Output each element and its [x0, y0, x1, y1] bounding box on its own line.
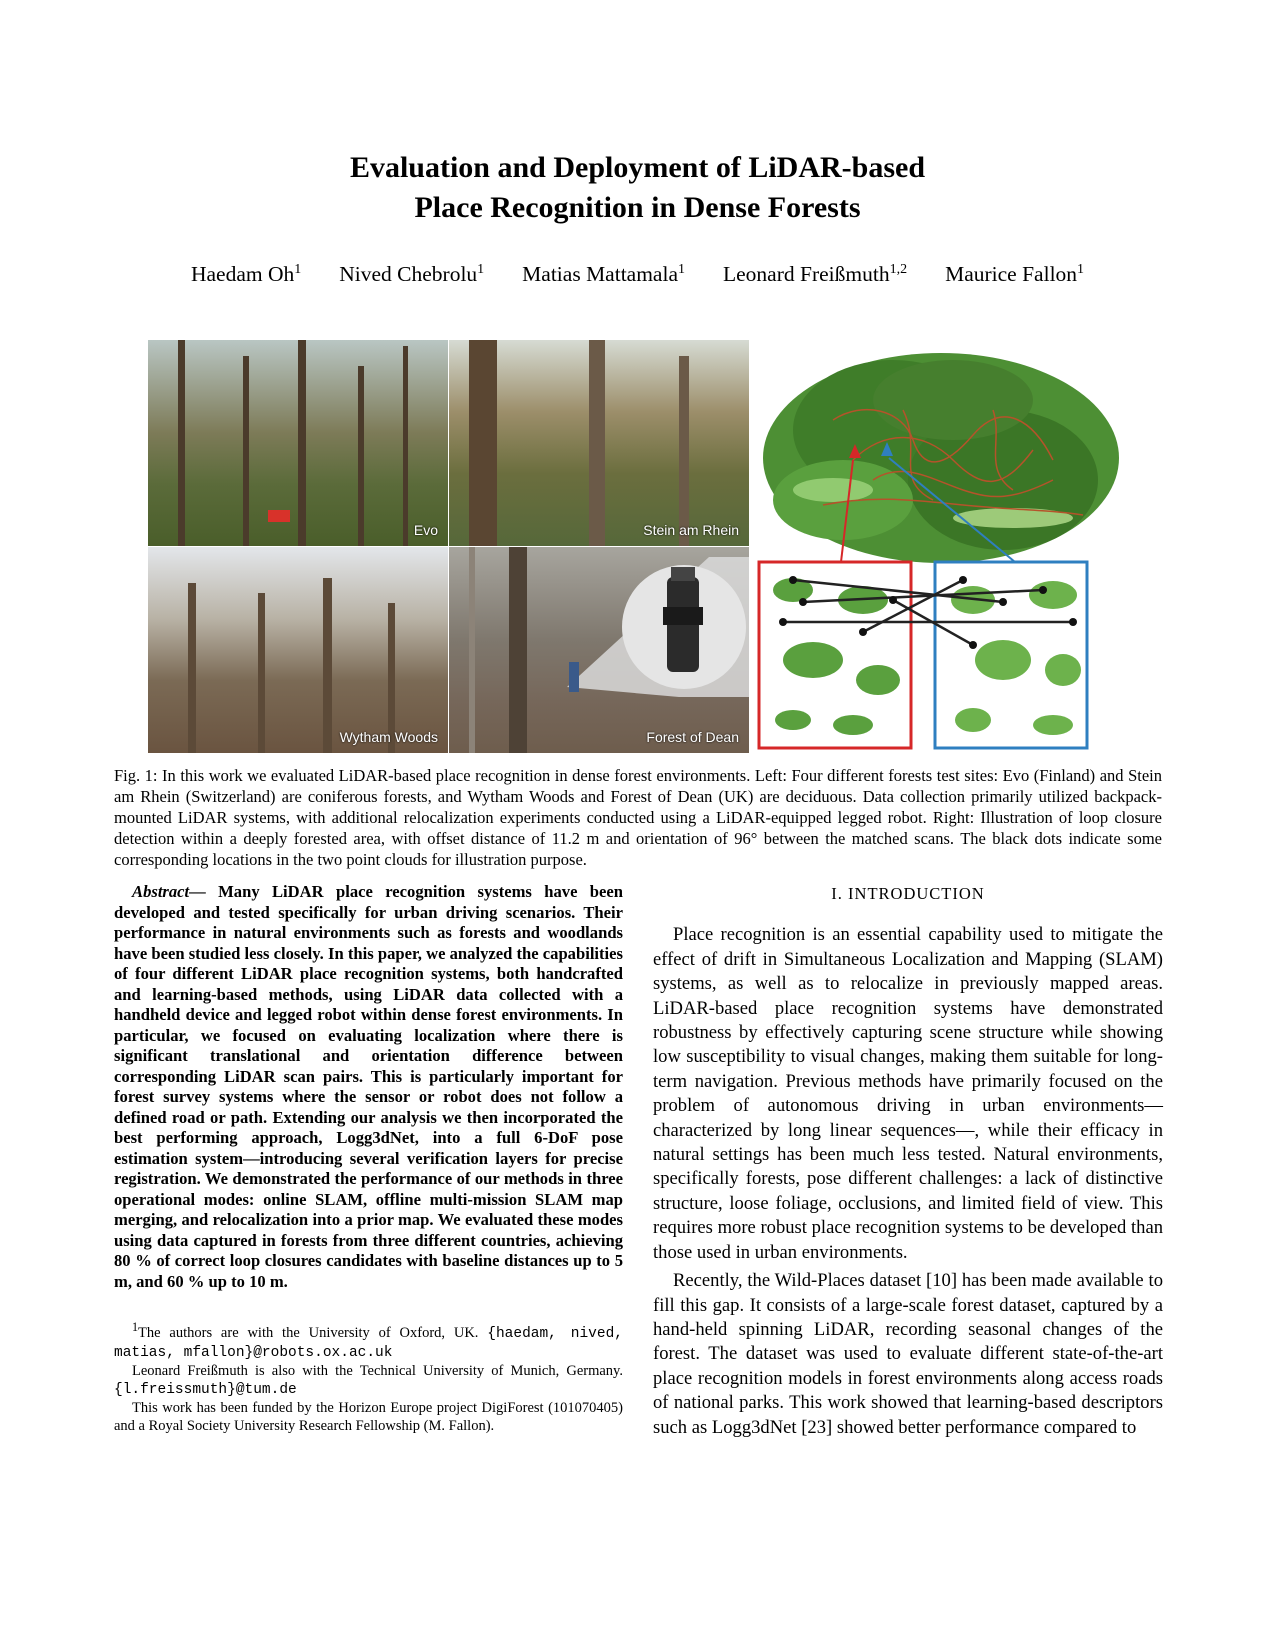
author: Nived Chebrolu$^1$	[339, 262, 485, 287]
photo-evo	[148, 340, 448, 546]
footnotes	[114, 1318, 623, 1435]
figure-1	[148, 340, 1124, 753]
footnote-tum: Leonard Freißmuth is also with the Technical University of Munich, Germany. {l.freissmuth}@tum.de	[114, 1362, 623, 1398]
author-list	[0, 262, 1275, 287]
title-line-2: Place Recognition in Dense Forests	[414, 191, 861, 224]
abstract-text: — Many LiDAR place recognition systems have been developed and tested specifically for urban driving scenarios. Their performance in natural environments such as forests and woodlands have been studied less closely. In this paper, we analyzed the capabilities of four different LiDAR place recognition systems, both handcrafted and learning-based methods, using LiDAR data collected with a handheld device and legged robot within dense forest environments. In particular, we focused on evaluating localization where there is significant translational and orientation difference between corresponding LiDAR scan pairs. This is particularly important for forest survey systems where the sensor or robot does not follow a defined road or path. Extending our analysis we then incorporated the best performing approach, Logg3dNet, into a full 6-DoF pose estimation system—introducing several verification layers for precise registration. We demonstrated the performance of our methods in three operational modes: online SLAM, offline multi-mission SLAM map merging, and relocalization into a prior map. We evaluated these modes using data captured in forests from three different countries, achieving 80 % of correct loop closures candidates with baseline distances up to 5 m, and 60 % up to 10 m.	[114, 882, 623, 1291]
email-link[interactable]: {l.freissmuth}@tum.de	[114, 1381, 297, 1398]
photo-wytham-woods	[148, 547, 448, 753]
title-line-1: Evaluation and Deployment of LiDAR-based	[349, 151, 926, 184]
lidar-device-callout	[449, 547, 749, 753]
author: Matias Mattamala$^1$	[522, 262, 685, 287]
section-heading: I. INTRODUCTION	[831, 884, 985, 903]
left-column	[114, 882, 623, 1435]
photo-forest-of-dean	[449, 547, 749, 753]
forest-point-cloud	[763, 353, 1119, 563]
footnote-funding: This work has been funded by the Horizon Europe project DigiForest (101070405) and a Royal Society University Research Fellowship (M. Fallon).	[114, 1399, 623, 1434]
photo-label: Wytham Woods	[339, 729, 438, 745]
author: Leonard Freißmuth$^{1,2}$	[723, 262, 908, 287]
photo-label: Evo	[413, 522, 438, 538]
right-column	[653, 882, 1163, 1444]
footnote-affiliation: $^1$The authors are with the University of Oxford, UK. {haedam, nived, matias, mfallon}@robots.ox.ac.uk	[114, 1320, 623, 1361]
abstract	[114, 882, 623, 1292]
intro-paragraph-1: Place recognition is an essential capability used to mitigate the effect of drift in Simultaneous Localization and Mapping (SLAM) systems, as well as to relocalize in previously mapped areas. LiDAR-based place recognition systems have demonstrated robustness by effectively capturing scene structure while showing low susceptibility to visual changes, making them suitable for long-term navigation. Previous methods have primarily focused on the problem of autonomous driving in urban environments—characterized by long linear sequences—, while their efficacy in natural settings has been much less tested. Natural environments, specifically forests, pose different challenges: a lack of distinctive structure, loose foliage, occlusions, and limited field of view. This requires more robust place recognition systems to be developed than those used in urban environments.	[653, 924, 1163, 1263]
author: Haedam Oh$^1$	[190, 262, 302, 287]
abstract-label: Abstract	[132, 882, 190, 901]
email-link[interactable]: {haedam, nived, matias, mfallon}@robots.ox.ac.uk	[114, 1325, 623, 1361]
photo-label: Forest of Dean	[646, 729, 739, 745]
lidar-loop-closure-panel	[753, 340, 1124, 753]
author: Maurice Fallon$^1$	[945, 262, 1085, 287]
intro-paragraph-2: Recently, the Wild-Places dataset [10] has been made available to fill this gap. It consists of a large-scale forest dataset, captured by a hand-held spinning LiDAR, recording seasonal changes of the forest. The dataset was used to evaluate different state-of-the-art place recognition models in forest environments along access roads of national parks. This work showed that learning-based descriptors such as Logg3dNet [23] showed better performance compared to	[653, 1270, 1163, 1438]
photo-stein-am-rhein	[449, 340, 749, 546]
robot-shape	[268, 510, 290, 522]
photo-label: Stein am Rhein	[643, 522, 739, 538]
paper-title	[0, 148, 1275, 228]
figure-caption: Fig. 1: In this work we evaluated LiDAR-based place recognition in dense forest environments. Left: Four different forests test sites: Evo (Finland) and Stein am Rhein (Switzerland) are coniferous forests, and Wytham Woods and Forest of Dean (UK) are deciduous. Data collection primarily utilized backpack-mounted LiDAR systems, with additional relocalization experiments conducted using a LiDAR-equipped legged robot. Right: Illustration of loop closure detection within a deeply forested area, with offset distance of 11.2 m and orientation of 96° between the matched scans. The black dots indicate some corresponding locations in the two point clouds for illustration purpose.	[114, 766, 1162, 869]
